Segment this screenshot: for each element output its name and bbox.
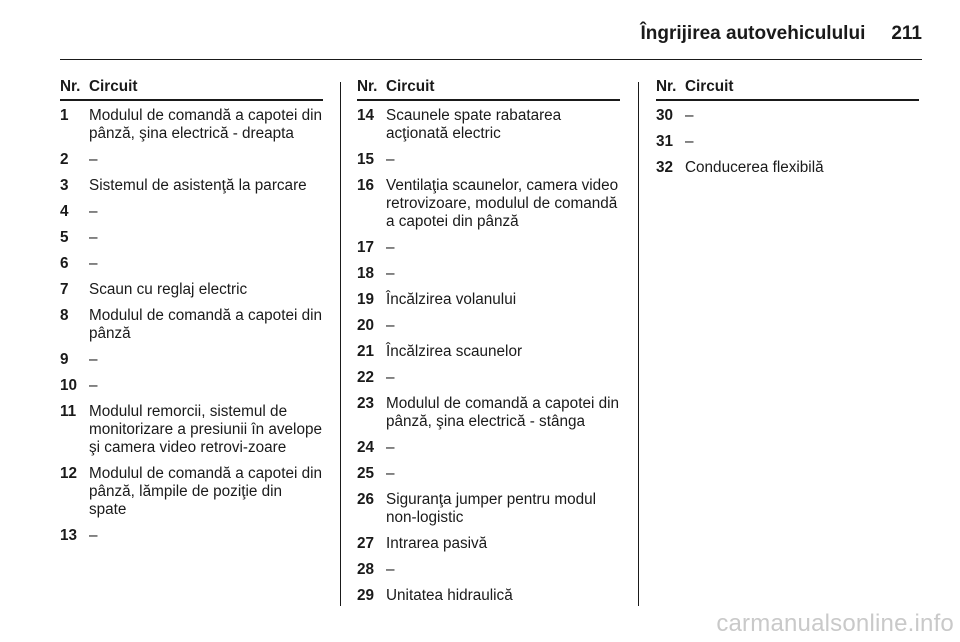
table-row bbox=[60, 403, 323, 457]
table-row bbox=[357, 439, 620, 457]
circuit-description: Încălzirea volanului bbox=[386, 291, 517, 308]
watermark: carmanualsonline.info bbox=[716, 610, 954, 637]
circuit-description: – bbox=[386, 561, 395, 578]
fuse-number: 5 bbox=[60, 229, 69, 246]
table-row bbox=[357, 151, 620, 169]
table-row bbox=[357, 265, 620, 283]
table-row bbox=[656, 159, 919, 177]
header-circuit: Circuit bbox=[386, 78, 435, 95]
fuse-number: 25 bbox=[357, 465, 375, 482]
circuit-description: – bbox=[89, 527, 98, 544]
circuit-description: Încălzirea scaunelor bbox=[386, 343, 523, 360]
fuse-number: 29 bbox=[357, 587, 375, 604]
circuit-description: Scaunele spate rabatarea acţionată electric bbox=[386, 107, 562, 142]
table-row bbox=[357, 491, 620, 527]
fuse-number: 4 bbox=[60, 203, 69, 220]
fuse-number: 21 bbox=[357, 343, 375, 360]
table-row bbox=[60, 229, 323, 247]
table-row bbox=[60, 351, 323, 369]
fuse-number: 2 bbox=[60, 151, 69, 168]
table-row bbox=[357, 317, 620, 335]
header-nr: Nr. bbox=[60, 78, 81, 95]
header-rule bbox=[60, 59, 922, 60]
page-title: Îngrijirea autovehiculului bbox=[640, 23, 866, 44]
table-row bbox=[60, 307, 323, 343]
table-row bbox=[357, 369, 620, 387]
fuse-number: 10 bbox=[60, 377, 78, 394]
circuit-description: Modulul de comandă a capotei din pânză, şina electrică - dreapta bbox=[89, 107, 323, 142]
circuit-description: Siguranţa jumper pentru modul non-logistic bbox=[386, 491, 597, 526]
fuse-number: 3 bbox=[60, 177, 69, 194]
fuse-number: 9 bbox=[60, 351, 69, 368]
fuse-number: 7 bbox=[60, 281, 69, 298]
fuse-number: 28 bbox=[357, 561, 375, 578]
fuse-number: 17 bbox=[357, 239, 375, 256]
fuse-number: 15 bbox=[357, 151, 375, 168]
table-row bbox=[357, 343, 620, 361]
circuit-description: – bbox=[386, 265, 395, 282]
fuse-table-column-1 bbox=[60, 78, 323, 553]
table-row bbox=[60, 203, 323, 221]
table-header bbox=[60, 78, 323, 101]
circuit-description: Modulul de comandă a capotei din pânză, lămpile de poziţie din spate bbox=[89, 465, 323, 518]
table-row bbox=[357, 395, 620, 431]
circuit-description: – bbox=[89, 255, 98, 272]
fuse-number: 8 bbox=[60, 307, 69, 324]
header-circuit: Circuit bbox=[89, 78, 138, 95]
circuit-description: Scaun cu reglaj electric bbox=[89, 281, 248, 298]
circuit-description: Ventilaţia scaunelor, camera video retrovizoare, modulul de comandă a capotei din pânză bbox=[386, 177, 619, 230]
table-row bbox=[357, 535, 620, 553]
circuit-description: Conducerea flexibilă bbox=[685, 159, 824, 176]
circuit-description: – bbox=[89, 151, 98, 168]
page-number: 211 bbox=[891, 23, 922, 44]
header-circuit: Circuit bbox=[685, 78, 734, 95]
table-row bbox=[357, 291, 620, 309]
circuit-description: – bbox=[386, 369, 395, 386]
circuit-description: – bbox=[89, 351, 98, 368]
circuit-description: – bbox=[685, 107, 694, 124]
fuse-number: 22 bbox=[357, 369, 375, 386]
table-row bbox=[60, 177, 323, 195]
header-nr: Nr. bbox=[357, 78, 378, 95]
fuse-number: 30 bbox=[656, 107, 674, 124]
fuse-number: 31 bbox=[656, 133, 674, 150]
circuit-description: – bbox=[386, 465, 395, 482]
table-row bbox=[656, 107, 919, 125]
fuse-number: 20 bbox=[357, 317, 375, 334]
fuse-number: 19 bbox=[357, 291, 375, 308]
table-row bbox=[60, 465, 323, 519]
table-row bbox=[60, 255, 323, 273]
circuit-description: Intrarea pasivă bbox=[386, 535, 488, 552]
circuit-description: – bbox=[89, 377, 98, 394]
column-divider-1 bbox=[340, 82, 341, 606]
fuse-number: 6 bbox=[60, 255, 69, 272]
circuit-description: – bbox=[386, 151, 395, 168]
circuit-description: – bbox=[89, 229, 98, 246]
circuit-description: – bbox=[685, 133, 694, 150]
fuse-number: 18 bbox=[357, 265, 375, 282]
circuit-description: Modulul de comandă a capotei din pânză, şina electrică - stânga bbox=[386, 395, 620, 430]
table-row bbox=[357, 561, 620, 579]
circuit-description: Sistemul de asistenţă la parcare bbox=[89, 177, 307, 194]
header-nr: Nr. bbox=[656, 78, 677, 95]
table-row bbox=[357, 239, 620, 257]
fuse-table-column-2 bbox=[357, 78, 620, 613]
table-row bbox=[357, 587, 620, 605]
page-header bbox=[60, 14, 922, 54]
fuse-number: 1 bbox=[60, 107, 69, 124]
table-row bbox=[357, 107, 620, 143]
circuit-description: – bbox=[386, 317, 395, 334]
circuit-description: – bbox=[89, 203, 98, 220]
table-row bbox=[60, 377, 323, 395]
fuse-number: 26 bbox=[357, 491, 375, 508]
fuse-number: 27 bbox=[357, 535, 375, 552]
fuse-number: 13 bbox=[60, 527, 78, 544]
fuse-number: 14 bbox=[357, 107, 375, 124]
table-header bbox=[357, 78, 620, 101]
fuse-number: 32 bbox=[656, 159, 674, 176]
table-row bbox=[357, 465, 620, 483]
circuit-description: Modulul de comandă a capotei din pânză bbox=[89, 307, 323, 342]
fuse-number: 12 bbox=[60, 465, 78, 482]
fuse-number: 23 bbox=[357, 395, 375, 412]
table-row bbox=[60, 527, 323, 545]
table-row bbox=[357, 177, 620, 231]
column-divider-2 bbox=[638, 82, 639, 606]
fuse-number: 11 bbox=[60, 403, 77, 420]
circuit-description: – bbox=[386, 239, 395, 256]
circuit-description: Unitatea hidraulică bbox=[386, 587, 513, 604]
fuse-table-column-3 bbox=[656, 78, 919, 185]
table-row bbox=[60, 107, 323, 143]
table-row bbox=[60, 151, 323, 169]
table-row bbox=[60, 281, 323, 299]
fuse-number: 24 bbox=[357, 439, 375, 456]
table-row bbox=[656, 133, 919, 151]
table-header bbox=[656, 78, 919, 101]
circuit-description: Modulul remorcii, sistemul de monitorizare a presiunii în avelope şi camera video retrovi-zoare bbox=[89, 403, 322, 456]
circuit-description: – bbox=[386, 439, 395, 456]
fuse-number: 16 bbox=[357, 177, 375, 194]
